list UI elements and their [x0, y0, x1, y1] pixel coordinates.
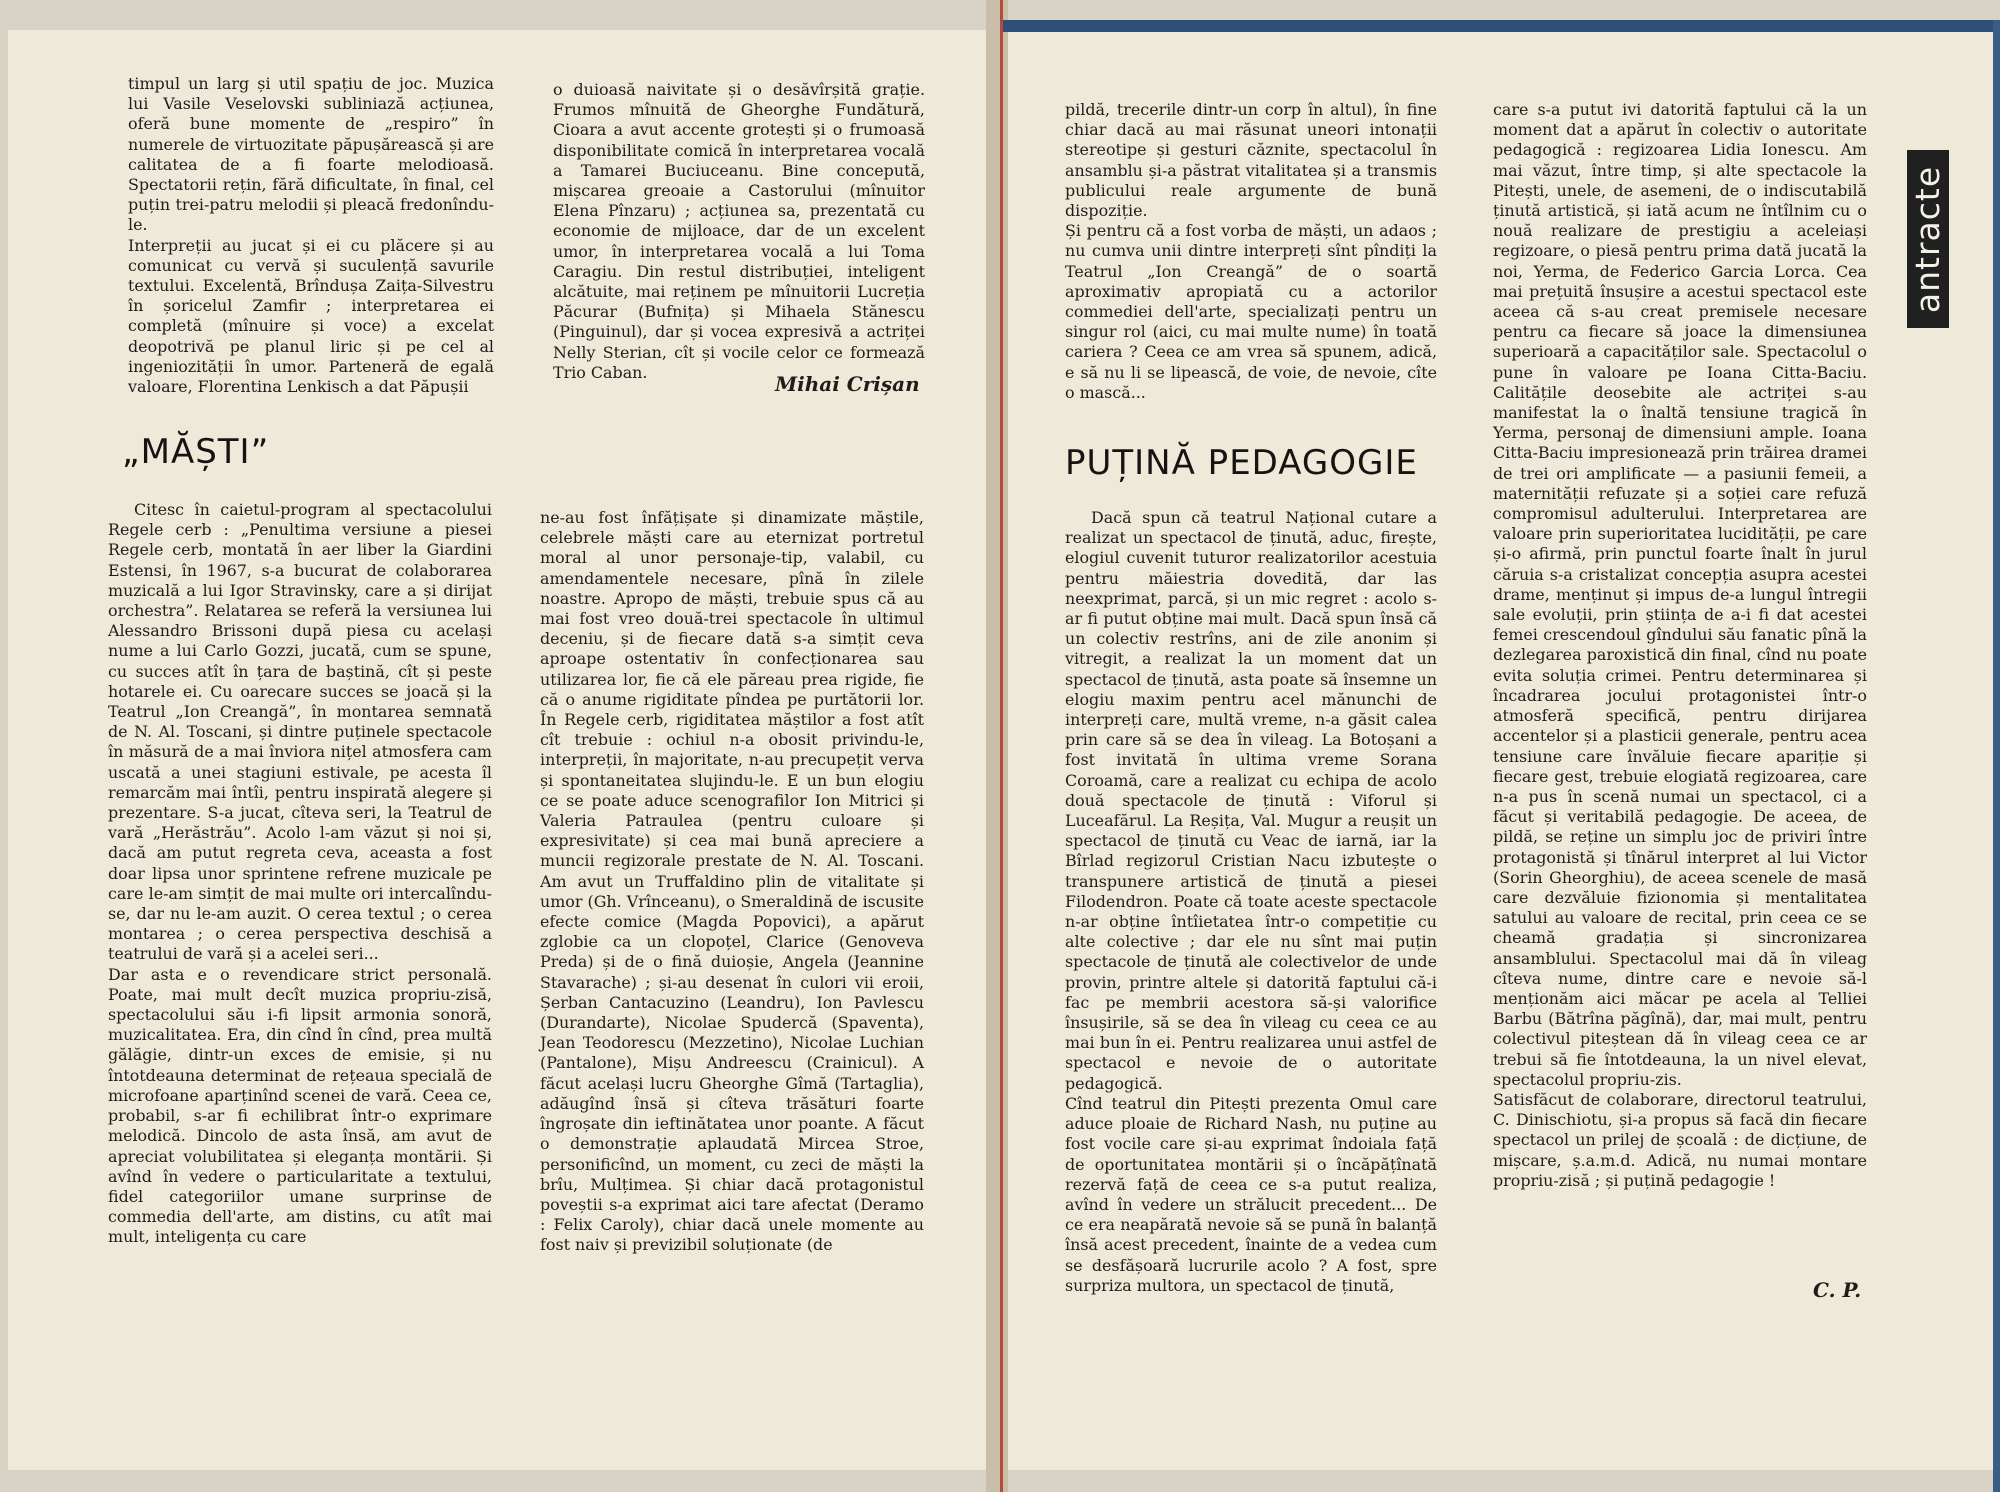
- right-col2: [1493, 100, 1867, 1191]
- left-col2-bottom-text: ne-au fost înfățișate și dinamizate măștile, celebrele măști care au eternizat portretul moral al unor personaje-tip, valabil, cu amendamentele necesare, pînă în zilele noastre. Apropo de măști, trebuie spus că au mai fost vreo două-trei spectacole în ultimul deceniu, și de fiecare dată s-a simțit ceva aproape ostentativ în confecționarea sau utilizarea lor, fie că ele păreau prea rigide, fie că o anume rigiditate pîndea pe purtătorii lor. În Regele cerb, rigiditatea măștilor a fost atît cît trebuie : ochiul n-a obosit privindu-le, interpreții, în majoritate, n-au precupețit verva și spontaneitatea slujindu-le. E un bun elogiu ce se poate aduce scenografilor Ion Mitrici și Valeria Patraulea (pentru culoare și expresivitate) și cea mai bună apreciere a muncii regizorale prestate de N. Al. Toscani. Am avut un Truffaldino plin de vitalitate și umor (Gh. Vrînceanu), o Smeraldină de iscusite efecte comice (Magda Popovici), a apărut zglobie ca un clopoțel, Clarice (Genoveva Preda) și de o fină duioșie, Angela (Jeannine Stavarache) ; și-au desenat în culori vii eroii, Șerban Cantacuzino (Leandru), Ion Pavlescu (Durandarte), Nicolae Spudercă (Spaventa), Jean Teodorescu (Mezzetino), Nicolae Luchian (Pantalone), Mișu Andreescu (Crainicul). A făcut același lucru Gheorghe Gîmă (Tartaglia), adăugînd însă și cîteva trăsături foarte îngroșate din ieftinătatea unor poante. A făcut o demonstrație aplaudată Mircea Stroe, personificînd, un moment, cu zeci de măști la brîu, Mulțimea. Și chiar dacă protagonistul poveștii s-a exprimat aici tare afectat (Deramo : Felix Caroly), chiar dacă unele momente au fost naiv și previzibil soluționate (de: [540, 508, 924, 1255]
- right-col1-top: [1065, 100, 1437, 403]
- left-col2-top: [553, 80, 925, 383]
- antracte-label: antracte: [1908, 165, 1948, 313]
- left-col1-top-text: timpul un larg și util spațiu de joc. Muzica lui Vasile Veselovski subliniază acțiunea, oferă bune momente de „respiro” în numerele de virtuozitate păpușărească și are calitatea de a fi foarte melodioasă. Spectatorii rețin, fără dificultate, în final, cel puțin trei-patru melodii și pleacă fredonîndu-le. Interpreții au jucat și ei cu plăcere și au comunicat cu vervă și suculență savurile textului. Excelentă, Brîndușa Zaița-Silvestru în șoricelul Zamfir ; interpretarea ei completă (mînuire și voce) a excelat deopotrivă pe planul liric și pe cel al ingeniozității în umor. Parteneră de egală valoare, Florentina Lenkisch a dat Păpușii: [128, 74, 494, 397]
- right-col1-bottom-text: Dacă spun că teatrul Național cutare a realizat un spectacol de ținută, aduc, firește, elogiul cuvenit tuturor realizatorilor acestuia pentru măiestria dovedită, dar las neexprimat, parcă, și un mic regret : acolo s-ar fi putut obține mai mult. Dacă spun însă că un colectiv restrîns, ani de zile anonim și vitregit, a realizat la un moment dat un spectacol de ținută, asta poate să însemne un elogiu maxim pentru acel mănunchi de interpreți care, multă vreme, n-a găsit calea prin care să se dea în vileag. La Botoșani a fost invitată în ultima vreme Sorana Coroamă, care a realizat cu echipa de acolo două spectacole de ținută : Viforul și Luceafărul. La Reșița, Val. Mugur a reușit un spectacol de ținută cu Veac de iarnă, iar la Bîrlad regizorul Cristian Nacu izbutește o transpunere artistică de ținută a piesei Filodendron. Poate că toate aceste spectacole n-ar obține întîietatea într-o competiție cu alte colective ; dar ele nu sînt mai puțin spectacole de ținută ale colectivelor de unde provin, printre altele și datorită faptului că-i fac pe membrii acestora să-și valorifice însușirile, să se dea în vileag cu ceea ce au mai bun în ei. Pentru realizarea unui astfel de spectacol e nevoie de o autoritate pedagogică. Cînd teatrul din Pitești prezenta Omul care aduce ploaie de Richard Nash, nu puține au fost vocile care și-au exprimat îndoiala față de oportunitatea montării și o încăpățînată rezervă față de ceea ce s-a putut realiza, avînd în vedere un strălucit precedent... De ce era neapărată nevoie să se pună în balanță însă acest precedent, înainte de a vedea cum se desfășoară lucrurile acolo ? A fost, spre surpriza multora, un spectacol de ținută,: [1065, 508, 1437, 1295]
- right-col2-text: care s-a putut ivi datorită faptului că la un moment dat a apărut în colectiv o autoritate pedagogică : regizoarea Lidia Ionescu. Am mai văzut, între timp, și alte spectacole la Pitești, unele, de asemeni, de o indiscutabilă ținută artistică, și iată acum ne întîlnim cu o nouă realizare de prestigiu a aceleiași regizoare, o piesă pentru prima dată jucată la noi, Yerma, de Federico Garcia Lorca. Cea mai prețuită însușire a acestui spectacol este aceea că s-au creat premisele necesare pentru ca fiecare să joace la dimensiunea superioară a capacităților sale. Spectacolul o pune în valoare pe Ioana Citta-Baciu. Calitățile deosebite ale actriței s-au manifestat la o înaltă tensiune tragică în Yerma, personaj de dimensiuni ample. Ioana Citta-Baciu impresionează prin trăirea dramei de trei ori amplificate — a pasiunii femeii, a maternității refuzate și a soției care refuză compromisul adulterului. Interpretarea are valoare prin superioritatea lucidității, pe care și-o afirmă, prin punctul foarte înalt în jurul căruia s-a cristalizat concepția asupra acestei drame, menținut și impus de-a lungul întregii sale evoluții, prin știința de a-i fi dat acestei femei crescendoul gîndului său fanatic pînă la dezlegarea paroxistică din final, cînd nu poate evita soluția crimei. Pentru determinarea și încadrarea jocului protagonistei într-o atmosferă specifică, pentru dirijarea accentelor și a plasticii generale, pentru acea tensiune care învăluie fiecare apariție și fiecare gest, trebuie elogiată regizoarea, care n-a pus în scenă numai un spectacol, ci a făcut și veritabilă pedagogie. De aceea, de pildă, se reține un simplu joc de priviri între protagonistă și tînărul interpret al lui Victor (Sorin Gheorghiu), de aceea scenele de masă care dezvăluie fizionomia și mentalitatea satului au valoare de recital, prin ceea ce se cheamă gradația și sincronizarea ansamblului. Spectacolul mai dă în vileag cîteva nume, dintre care e nevoie să-l menționăm aici măcar pe acela al Telliei Barbu (Bătrîna păgînă), dar, mai mult, pentru colectivul piteștean dă în vileag ceea ce ar trebui să fie întotdeauna, la un nivel elevat, spectacolul propriu-zis. Satisfăcut de colaborare, directorul teatrului, C. Dinischiotu, și-a propus să facă din fiecare spectacol un prilej de școală : de dicțiune, de mișcare, ș.a.m.d. Adică, nu numai montare propriu-zisă ; și puțină pedagogie !: [1493, 100, 1867, 1190]
- antracte-section-tab: [1907, 150, 1949, 328]
- cover-edge-right: [1993, 20, 2000, 1492]
- left-col2-top-text: o duioasă naivitate și o desăvîrșită grație. Frumos mînuită de Gheorghe Fundătură, Cioara a avut accente grotești și o frumoasă disponibilitate comică în interpretarea vocală a Tamarei Buciuceanu. Bine concepută, mișcarea greoaie a Castorului (mînuitor Elena Pînzaru) ; acțiunea sa, prezentată cu economie de mijloace, dar de un excelent umor, în interpretarea vocală a lui Toma Caragiu. Din restul distribuției, inteligent alcătuite, mai reținem pe mînuitorii Lucreția Păcurar (Bufnița) și Mihaela Stănescu (Pinguinul), dar și vocea expresivă a actriței Nelly Sterian, cît și vocile celor ce formează Trio Caban.: [553, 80, 925, 382]
- heading-masti: „MĂȘTI”: [122, 432, 270, 472]
- cover-edge-top: [1003, 20, 2000, 32]
- left-col1-top: [128, 74, 494, 397]
- spine-binding: [1000, 0, 1003, 1492]
- right-col1-bottom: [1065, 508, 1437, 1296]
- right-col1-top-text: pildă, trecerile dintr-un corp în altul), în fine chiar dacă au mai răsunat uneori intonații stereotipe și gesturi căznite, spectacolul în ansamblu și-a păstrat vitalitatea și a transmis publicului reale argumente de bună dispoziție. Și pentru că a fost vorba de măști, un adaos ; nu cumva unii dintre interpreți sînt pîndiți la Teatrul „Ion Creangă” de o soartă aproximativ apropiată cu a actorilor commediei dell'arte, specializați pentru un singur rol (aici, cu mai multe nume) în toată cariera ? Ceea ce am vrea să spunem, adică, e să nu li se lipească, de voie, de nevoie, cîte o mască...: [1065, 100, 1437, 402]
- left-col1-bottom: [108, 500, 492, 1248]
- signature-cp: C. P.: [1813, 1278, 1862, 1302]
- left-col2-bottom: [540, 508, 924, 1256]
- heading-putina-pedagogie: PUȚINĂ PEDAGOGIE: [1065, 443, 1418, 483]
- left-col1-bottom-text: Citesc în caietul-program al spectacolului Regele cerb : „Penultima versiune a piesei Regele cerb, montată în aer liber la Giardini Estensi, în 1967, s-a bucurat de colaborarea muzicală a lui Igor Stravinsky, care a și dirijat orchestra”. Relatarea se referă la versiunea lui Alessandro Brissoni după piesa cu același nume a lui Carlo Gozzi, jucată, cum se spune, cu succes atît în țara de baștină, cît și peste hotarele ei. Cu oarecare succes se joacă și la Teatrul „Ion Creangă”, în montarea semnată de N. Al. Toscani, și dintre puținele spectacole în măsură de a mai înviora nițel atmosfera cam uscată a unei stagiuni estivale, pe acesta îl remarcăm mai întîi, pentru inspirată alegere și prezentare. S-a jucat, cîteva seri, la Teatrul de vară „Herăstrău”. Acolo l-am văzut și noi și, dacă am putut regreta ceva, aceasta a fost doar lipsa unor sprintene refrene muzicale pe care le-am simțit de mai multe ori intercalîndu-se, dar nu le-am auzit. O cerea textul ; o cerea montarea ; o cerea perspectiva deschisă a teatrului de vară și a acelei seri... Dar asta e o revendicare strict personală. Poate, mai mult decît muzica propriu-zisă, spectacolului său i-fi lipsit armonia sonoră, muzicalitatea. Era, din cînd în cînd, prea multă gălăgie, dintr-un exces de emisie, și nu întotdeauna determinat de rețeaua specială de microfoane aparținînd scenei de vară. Ceea ce, probabil, s-ar fi echilibrat într-o exprimare melodică. Dincolo de asta însă, am avut de apreciat volubilitatea și eleganța montării. Și avînd în vedere o particularitate a textului, fidel categoriilor umane surprinse de commedia dell'arte, am distins, cu atît mai mult, inteligența cu care: [108, 500, 492, 1247]
- signature-mihai-crisan: Mihai Crișan: [775, 372, 920, 396]
- book-gutter: [986, 0, 1008, 1492]
